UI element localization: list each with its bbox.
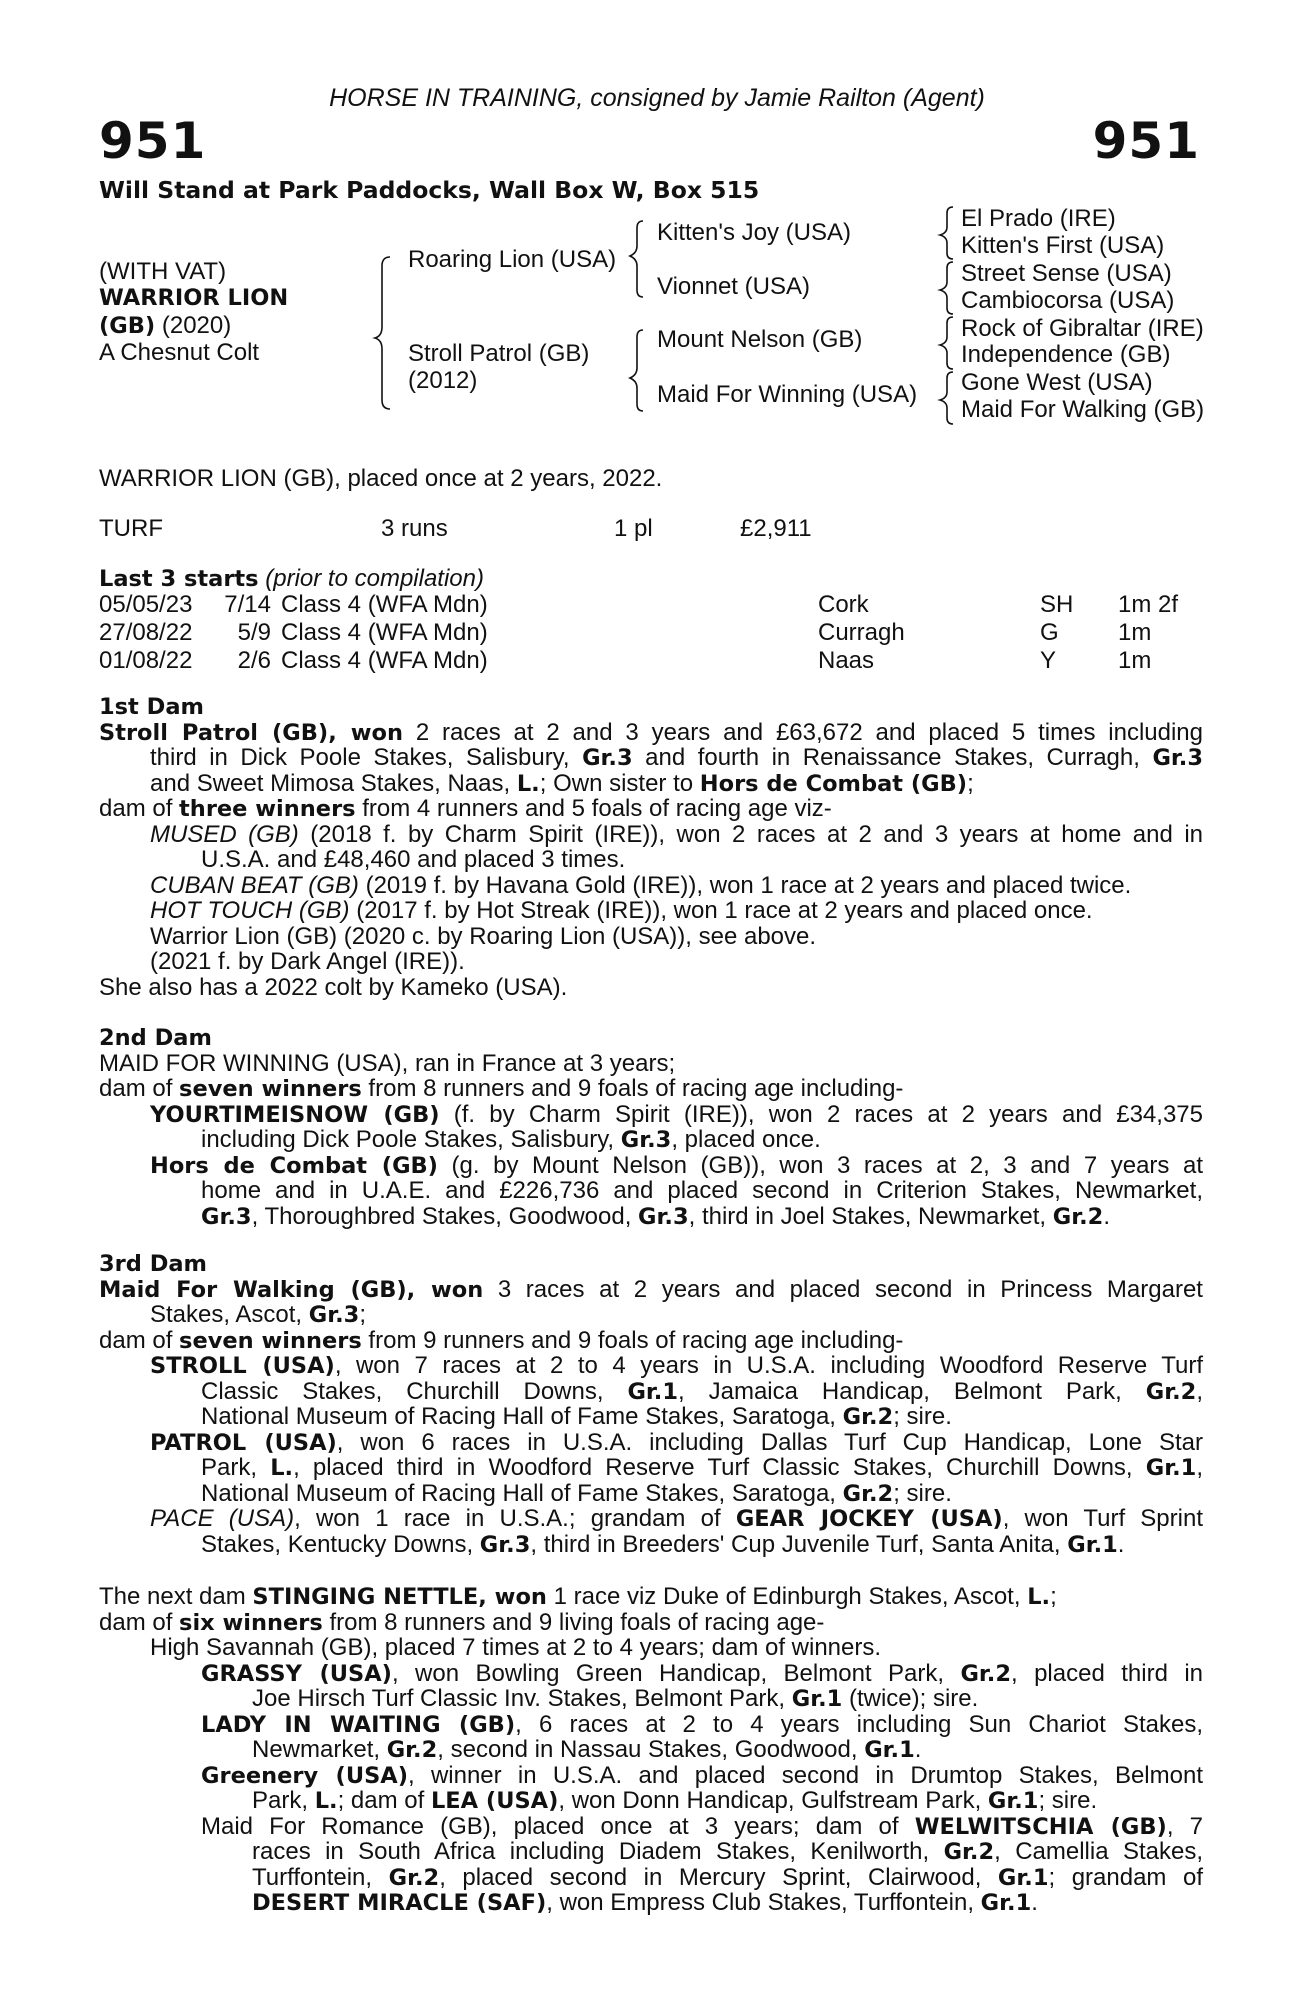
progeny-line: including Dick Poole Stakes, Salisbury, Gr.3, placed once. xyxy=(201,1126,821,1153)
horse-country: (GB) xyxy=(99,313,156,339)
progeny-line: Greenery (USA), winner in U.S.A. and placed second in Drumtop Stakes, Belmont xyxy=(201,1761,1203,1789)
progeny-line: U.S.A. and £48,460 and placed 3 times. xyxy=(201,846,626,873)
progeny-line: Warrior Lion (GB) (2020 c. by Roaring Lion (USA)), see above. xyxy=(150,922,817,950)
start-course: Curragh xyxy=(818,619,905,646)
second-dam-heading: 2nd Dam xyxy=(99,1025,212,1051)
start-going: G xyxy=(1040,619,1059,646)
pedigree-sdd: Cambiocorsa (USA) xyxy=(961,287,1175,314)
first-dam-line: Stroll Patrol (GB), won 2 races at 2 and 3 years and £63,672 and placed 5 times including xyxy=(99,718,1204,746)
pedigree-ssd: Kitten's First (USA) xyxy=(961,232,1165,259)
next-dam-line: The next dam STINGING NETTLE, won 1 race viz Duke of Edinburgh Stakes, Ascot, L.; xyxy=(99,1583,1057,1610)
consignor-line: HORSE IN TRAINING, consigned by Jamie Railton (Agent) xyxy=(329,84,985,112)
second-dam-line: MAID FOR WINNING (USA), ran in France at 3 years; xyxy=(99,1049,676,1077)
second-dam-line: dam of seven winners from 8 runners and 9 foals of racing age including- xyxy=(99,1075,904,1102)
progeny-line: GRASSY (USA), won Bowling Green Handicap, Belmont Park, Gr.2, placed third in xyxy=(201,1659,1204,1687)
vat-note: (WITH VAT) xyxy=(99,258,227,285)
record-earnings: £2,911 xyxy=(740,515,812,542)
pedigree-dds: Gone West (USA) xyxy=(961,369,1153,396)
progeny-line: PATROL (USA), won 6 races in U.S.A. including Dallas Turf Cup Handicap, Lone Star xyxy=(150,1428,1203,1456)
third-dam-line: Stakes, Ascot, Gr.3; xyxy=(150,1301,366,1328)
progeny-line: Stakes, Kentucky Downs, Gr.3, third in Breeders' Cup Juvenile Turf, Santa Anita, Gr.1. xyxy=(201,1530,1125,1558)
progeny-line: Hors de Combat (GB) (g. by Mount Nelson (GB)), won 3 races at 2, 3 and 7 years at xyxy=(150,1151,1203,1179)
progeny-line: (2021 f. by Dark Angel (IRE)). xyxy=(150,948,465,975)
first-dam-line: third in Dick Poole Stakes, Salisbury, Gr.3 and fourth in Renaissance Stakes, Curragh, Gr.3 xyxy=(150,744,1203,771)
start-row xyxy=(99,591,1178,619)
progeny-line: CUBAN BEAT (GB) (2019 f. by Havana Gold (IRE)), won 1 race at 2 years and placed twice. xyxy=(150,871,1132,899)
pedigree-sss: El Prado (IRE) xyxy=(961,205,1116,232)
progeny-line: High Savannah (GB), placed 7 times at 2 to 4 years; dam of winners. xyxy=(150,1634,882,1661)
progeny-line: Park, L., placed third in Woodford Reserve Turf Classic Stakes, Churchill Downs, Gr.1, xyxy=(201,1454,1203,1481)
record-placings: 1 pl xyxy=(614,515,653,542)
stand-location: Will Stand at Park Paddocks, Wall Box W, Box 515 xyxy=(99,176,760,204)
next-dam-line: dam of six winners from 8 runners and 9 living foals of racing age- xyxy=(99,1608,825,1636)
pedigree-dam-sire: Mount Nelson (GB) xyxy=(657,326,863,353)
progeny-line: STROLL (USA), won 7 races at 2 to 4 years in U.S.A. including Woodford Reserve Turf xyxy=(150,1352,1204,1379)
progeny-line: Park, L.; dam of LEA (USA), won Donn Handicap, Gulfstream Park, Gr.1; sire. xyxy=(252,1787,1098,1814)
pedigree-sire-dam: Vionnet (USA) xyxy=(657,273,810,300)
progeny-line: MUSED (GB) (2018 f. by Charm Spirit (IRE)), won 2 races at 2 and 3 years at home and in xyxy=(150,820,1204,848)
start-position: 5/9 xyxy=(237,619,271,646)
progeny-line: home and in U.A.E. and £226,736 and placed second in Criterion Stakes, Newmarket, xyxy=(201,1177,1203,1204)
horse-name: WARRIOR LION xyxy=(99,285,289,311)
race-summary: WARRIOR LION (GB), placed once at 2 years, 2022. xyxy=(99,465,663,492)
progeny-line: DESERT MIRACLE (SAF), won Empress Club Stakes, Turffontein, Gr.1. xyxy=(252,1889,1038,1916)
progeny-line: National Museum of Racing Hall of Fame Stakes, Saratoga, Gr.2; sire. xyxy=(201,1403,952,1430)
record-runs: 3 runs xyxy=(381,515,448,542)
start-distance: 1m xyxy=(1118,619,1152,646)
pedigree-sire: Roaring Lion (USA) xyxy=(408,246,617,273)
progeny-line: races in South Africa including Diadem Stakes, Kenilworth, Gr.2, Camellia Stakes, xyxy=(252,1838,1204,1865)
sister-name: Hors de Combat (GB) xyxy=(699,770,968,797)
progeny-line: Joe Hirsch Turf Classic Inv. Stakes, Belmont Park, Gr.1 (twice); sire. xyxy=(252,1685,979,1712)
first-dam-line: and Sweet Mimosa Stakes, Naas, L.; Own sister to Hors de Combat (GB); xyxy=(150,769,974,797)
start-date: 01/08/22 xyxy=(99,647,193,674)
start-date: 27/08/22 xyxy=(99,619,193,646)
start-position: 2/6 xyxy=(237,647,271,674)
start-race: Class 4 (WFA Mdn) xyxy=(281,647,488,674)
progeny-line: HOT TOUCH (GB) (2017 f. by Hot Streak (IRE)), won 1 race at 2 years and placed once. xyxy=(150,897,1093,924)
start-race: Class 4 (WFA Mdn) xyxy=(281,591,488,618)
lot-number-left: 951 xyxy=(99,112,207,170)
first-dam-name: Stroll Patrol (GB) xyxy=(99,719,329,746)
pedigree-dam-dam: Maid For Winning (USA) xyxy=(657,381,918,408)
pedigree-dam: Stroll Patrol (GB) xyxy=(408,340,590,367)
third-dam-heading: 3rd Dam xyxy=(99,1251,207,1277)
start-course: Naas xyxy=(818,647,875,674)
second-dam-section xyxy=(99,1025,1203,1229)
last-starts-heading xyxy=(99,565,484,593)
pedigree-dam-year: (2012) xyxy=(408,367,478,394)
start-distance: 1m 2f xyxy=(1118,591,1179,618)
third-dam-line: dam of seven winners from 9 runners and 9 foals of racing age including- xyxy=(99,1326,904,1354)
pedigree-sds: Street Sense (USA) xyxy=(961,260,1172,287)
start-course: Cork xyxy=(818,591,869,618)
progeny-line: PACE (USA), won 1 race in U.S.A.; grandam of GEAR JOCKEY (USA), won Turf Sprint xyxy=(150,1505,1203,1532)
start-going: Y xyxy=(1040,647,1057,674)
progeny-line: YOURTIMEISNOW (GB) (f. by Charm Spirit (IRE)), won 2 races at 2 years and £34,375 xyxy=(150,1100,1203,1128)
start-date: 05/05/23 xyxy=(99,591,193,618)
last-starts-note: (prior to compilation) xyxy=(265,565,484,592)
progeny-line: She also has a 2022 colt by Kameko (USA). xyxy=(99,973,568,1001)
horse-description: A Chesnut Colt xyxy=(99,339,260,366)
start-going: SH xyxy=(1040,591,1074,618)
start-position: 7/14 xyxy=(224,591,271,618)
next-dam-section xyxy=(99,1584,1203,1916)
horse-year: (2020) xyxy=(161,312,232,339)
lot-number-right: 951 xyxy=(1092,112,1200,170)
pedigree-sire-sire: Kitten's Joy (USA) xyxy=(657,219,851,246)
third-dam-line: Maid For Walking (GB), won 3 races at 2 years and placed second in Princess Margaret xyxy=(99,1275,1203,1303)
start-row xyxy=(99,619,1178,647)
progeny-line: Gr.3, Thoroughbred Stakes, Goodwood, Gr.3, third in Joel Stakes, Newmarket, Gr.2. xyxy=(201,1202,1110,1230)
first-dam-heading: 1st Dam xyxy=(99,694,204,720)
pedigree-ddd: Maid For Walking (GB) xyxy=(961,396,1205,423)
pedigree-dsd: Independence (GB) xyxy=(961,341,1171,368)
pedigree-dss: Rock of Gibraltar (IRE) xyxy=(961,315,1204,342)
start-row xyxy=(99,647,1178,675)
start-race: Class 4 (WFA Mdn) xyxy=(281,619,488,646)
progeny-line: LADY IN WAITING (GB), 6 races at 2 to 4 years including Sun Chariot Stakes, xyxy=(201,1710,1203,1738)
third-dam-section xyxy=(99,1251,1203,1557)
progeny-line: Newmarket, Gr.2, second in Nassau Stakes, Goodwood, Gr.1. xyxy=(252,1736,922,1763)
first-dam-section xyxy=(99,694,1203,1000)
last-starts-table xyxy=(99,591,1178,675)
progeny-line: Classic Stakes, Churchill Downs, Gr.1, Jamaica Handicap, Belmont Park, Gr.2, xyxy=(201,1377,1203,1405)
last-starts-title: Last 3 starts xyxy=(99,566,259,592)
progeny-line: Turffontein, Gr.2, placed second in Mercury Sprint, Clairwood, Gr.1; grandam of xyxy=(252,1863,1203,1891)
start-distance: 1m xyxy=(1118,647,1152,674)
progeny-line: National Museum of Racing Hall of Fame Stakes, Saratoga, Gr.2; sire. xyxy=(201,1479,952,1507)
progeny-line: Maid For Romance (GB), placed once at 3 years; dam of WELWITSCHIA (GB), 7 xyxy=(201,1812,1203,1840)
record-surface: TURF xyxy=(99,515,163,542)
first-dam-line: dam of three winners from 4 runners and 5 foals of racing age viz- xyxy=(99,795,832,822)
